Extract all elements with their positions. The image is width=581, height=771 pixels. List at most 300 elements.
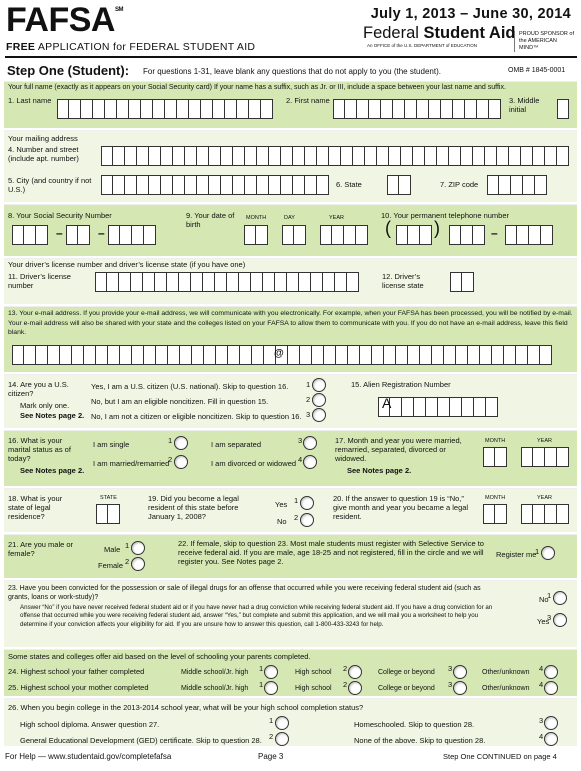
ssn-part2-input[interactable] [66,225,90,245]
char-box[interactable] [317,175,329,195]
char-box[interactable] [396,345,408,365]
char-box[interactable] [95,272,107,292]
q23-num1: 1 [547,591,552,600]
char-box[interactable] [227,272,239,292]
char-box[interactable] [12,225,24,245]
char-box[interactable] [228,345,240,365]
char-box[interactable] [144,225,156,245]
q22-text: 22. If female, skip to question 23. Most male students must register with Selective Service to receive federal aid. If you are male, age 18-25 and not registered, fill in the circle and we will register you. See Notes page 2. [178,539,484,566]
q16-separated: I am separated [211,440,262,449]
char-box[interactable] [191,272,203,292]
char-box[interactable] [390,397,402,417]
q23-num3: 3 [547,613,552,622]
email-at-sign: @ [274,348,284,359]
char-box[interactable] [523,175,535,195]
char-box[interactable] [332,225,344,245]
char-box[interactable] [429,99,441,119]
state-input[interactable] [387,175,411,195]
q25-high-radio[interactable] [348,681,362,695]
char-box[interactable] [161,146,173,166]
char-box[interactable] [450,272,462,292]
char-box[interactable] [540,345,552,365]
q14-num3: 3 [306,410,311,419]
char-box[interactable] [269,146,281,166]
char-box[interactable] [252,345,264,365]
char-box[interactable] [517,225,529,245]
q24-other-radio[interactable] [544,665,558,679]
char-box[interactable] [432,345,444,365]
char-box[interactable] [125,175,137,195]
char-box[interactable] [420,345,432,365]
char-box[interactable] [245,146,257,166]
q14-not-eligible-radio[interactable] [312,408,326,422]
name-heading: Your full name (exactly as it appears on your Social Security card) If your name has a suffix, such as Jr. or III, include a space between your last name and suffix. [8,84,506,91]
char-box[interactable] [117,99,129,119]
char-box[interactable] [399,175,411,195]
residence-state-input[interactable] [96,504,120,524]
char-box[interactable] [179,272,191,292]
char-box[interactable] [369,99,381,119]
char-box[interactable] [143,272,155,292]
char-box[interactable] [203,272,215,292]
char-box[interactable] [256,225,268,245]
char-box[interactable] [480,345,492,365]
char-box[interactable] [294,225,306,245]
char-box[interactable] [101,175,113,195]
char-box[interactable] [216,345,228,365]
char-box[interactable] [521,504,533,524]
char-box[interactable] [420,225,432,245]
char-box[interactable] [173,146,185,166]
char-box[interactable] [96,345,108,365]
q16-single-radio[interactable] [174,436,188,450]
char-box[interactable] [237,99,249,119]
q18-label: 18. What is your state of legal residence? [8,494,63,521]
char-box[interactable] [473,146,485,166]
char-box[interactable] [372,345,384,365]
char-box[interactable] [323,272,335,292]
char-box[interactable] [141,99,153,119]
q25-other-radio[interactable] [544,681,558,695]
q3-label: 3. Middle initial [509,96,540,114]
char-box[interactable] [365,146,377,166]
char-box[interactable] [401,146,413,166]
char-box[interactable] [96,504,108,524]
char-box[interactable] [167,272,179,292]
char-box[interactable] [413,146,425,166]
char-box[interactable] [357,99,369,119]
char-box[interactable] [465,99,477,119]
char-box[interactable] [161,175,173,195]
char-box[interactable] [541,225,553,245]
char-box[interactable] [545,447,557,467]
char-box[interactable] [221,175,233,195]
char-box[interactable] [129,99,141,119]
char-box[interactable] [132,225,144,245]
char-box[interactable] [405,99,417,119]
middle-initial-input[interactable] [557,99,569,119]
marital-month-input[interactable] [483,447,507,467]
char-box[interactable] [287,272,299,292]
q14-citizen-radio[interactable] [312,378,326,392]
char-box[interactable] [557,447,569,467]
char-box[interactable] [257,175,269,195]
char-box[interactable] [233,146,245,166]
char-box[interactable] [125,146,137,166]
char-box[interactable] [341,146,353,166]
char-box[interactable] [495,447,507,467]
char-box[interactable] [317,146,329,166]
alien-number-input[interactable] [378,397,498,417]
q21-female: Female [98,561,124,570]
char-box[interactable] [557,146,569,166]
phone-area-input[interactable] [396,225,432,245]
q25-label: 25. Highest school your mother completed [8,683,149,692]
char-box[interactable] [249,99,261,119]
char-box[interactable] [489,99,501,119]
q21-male-radio[interactable] [131,541,145,555]
char-box[interactable] [456,345,468,365]
char-box[interactable] [261,99,273,119]
q14-opt2: No, but I am an eligible noncitizen. Fill in question 15. [91,397,269,406]
char-box[interactable] [155,272,167,292]
street-input[interactable] [101,146,569,166]
char-box[interactable] [377,146,389,166]
license-number-input[interactable] [95,272,359,292]
char-box[interactable] [113,146,125,166]
char-box[interactable] [521,447,533,467]
char-box[interactable] [108,225,120,245]
char-box[interactable] [486,397,498,417]
char-box[interactable] [197,175,209,195]
q21-female-radio[interactable] [131,557,145,571]
char-box[interactable] [12,345,24,365]
char-box[interactable] [344,225,356,245]
char-box[interactable] [499,175,511,195]
q26-home: Homeschooled. Skip to question 28. [354,720,475,729]
q24-high: High school [295,669,332,676]
char-box[interactable] [275,272,287,292]
char-box[interactable] [387,175,399,195]
char-box[interactable] [281,146,293,166]
char-box[interactable] [299,272,311,292]
q25-num1: 1 [259,680,264,689]
char-box[interactable] [353,146,365,166]
char-box[interactable] [263,272,275,292]
char-box[interactable] [449,146,461,166]
char-box[interactable] [347,272,359,292]
char-box[interactable] [251,272,263,292]
last-name-input[interactable] [57,99,273,119]
char-box[interactable] [153,99,165,119]
char-box[interactable] [453,99,465,119]
char-box[interactable] [461,225,473,245]
char-box[interactable] [495,504,507,524]
char-box[interactable] [449,225,461,245]
char-box[interactable] [131,272,143,292]
q23-no-radio[interactable] [553,591,567,605]
char-box[interactable] [119,272,131,292]
char-box[interactable] [244,225,256,245]
char-box[interactable] [209,175,221,195]
char-box[interactable] [156,345,168,365]
char-box[interactable] [396,225,408,245]
char-box[interactable] [529,225,541,245]
char-box[interactable] [329,146,341,166]
q19-yes: Yes [275,500,288,509]
q22-register-radio[interactable] [541,546,555,560]
license-heading: Your driver’s license number and driver’s license state (if you have one) [8,260,246,269]
char-box[interactable] [185,146,197,166]
char-box[interactable] [72,345,84,365]
char-box[interactable] [345,99,357,119]
char-box[interactable] [312,345,324,365]
char-box[interactable] [84,345,96,365]
char-box[interactable] [535,175,547,195]
char-box[interactable] [192,345,204,365]
q20-year-label: YEAR [537,495,552,501]
char-box[interactable] [487,175,499,195]
char-box[interactable] [177,99,189,119]
char-box[interactable] [444,345,456,365]
q26-ged-radio[interactable] [275,732,289,746]
q22-register: Register me [496,550,537,559]
dob-day-input[interactable] [282,225,306,245]
char-box[interactable] [497,146,509,166]
char-box[interactable] [293,175,305,195]
char-box[interactable] [509,146,521,166]
q23-yes: Yes [537,617,550,626]
char-box[interactable] [69,99,81,119]
char-box[interactable] [120,225,132,245]
char-box[interactable] [282,225,294,245]
first-name-input[interactable] [333,99,501,119]
char-box[interactable] [105,99,117,119]
char-box[interactable] [504,345,516,365]
char-box[interactable] [240,345,252,365]
char-box[interactable] [335,272,347,292]
char-box[interactable] [533,447,545,467]
ssn-part3-input[interactable] [108,225,156,245]
dash: – [98,226,105,240]
char-box[interactable] [356,225,368,245]
char-box[interactable] [189,99,201,119]
char-box[interactable] [485,146,497,166]
char-box[interactable] [417,99,429,119]
q26-num1: 1 [269,716,274,725]
char-box[interactable] [511,175,523,195]
q24-high-radio[interactable] [348,665,362,679]
char-box[interactable] [57,99,69,119]
marital-year-input[interactable] [521,447,569,467]
residence-year-input[interactable] [521,504,569,524]
char-box[interactable] [197,146,209,166]
char-box[interactable] [384,345,396,365]
q16-separated-radio[interactable] [303,436,317,450]
q25-middle-radio[interactable] [264,681,278,695]
char-box[interactable] [426,397,438,417]
char-box[interactable] [483,504,495,524]
char-box[interactable] [441,99,453,119]
char-box[interactable] [528,345,540,365]
q26-diploma-radio[interactable] [275,716,289,730]
char-box[interactable] [239,272,251,292]
char-box[interactable] [545,146,557,166]
char-box[interactable] [137,175,149,195]
char-box[interactable] [201,99,213,119]
q25-college-radio[interactable] [453,681,467,695]
char-box[interactable] [533,146,545,166]
char-box[interactable] [473,225,485,245]
char-box[interactable] [257,146,269,166]
char-box[interactable] [204,345,216,365]
char-box[interactable] [144,345,156,365]
phone-prefix-input[interactable] [449,225,485,245]
q24-college-radio[interactable] [453,665,467,679]
ssn-part1-input[interactable] [12,225,48,245]
q26-homeschooled-radio[interactable] [544,716,558,730]
city-input[interactable] [101,175,329,195]
q20-label: 20. If the answer to question 19 is “No,” give month and year you became a legal resident. [333,494,469,521]
char-box[interactable] [165,99,177,119]
char-box[interactable] [288,345,300,365]
char-box[interactable] [408,225,420,245]
q19-no-radio[interactable] [300,513,314,527]
char-box[interactable] [477,99,489,119]
char-box[interactable] [108,504,120,524]
char-box[interactable] [402,397,414,417]
char-box[interactable] [132,345,144,365]
char-box[interactable] [462,272,474,292]
char-box[interactable] [209,146,221,166]
char-box[interactable] [516,345,528,365]
char-box[interactable] [149,146,161,166]
dob-month-input[interactable] [244,225,268,245]
char-box[interactable] [408,345,420,365]
q21-male: Male [104,545,121,554]
char-box[interactable] [180,345,192,365]
char-box[interactable] [269,175,281,195]
char-box[interactable] [437,146,449,166]
q16-single: I am single [93,440,130,449]
char-box[interactable] [213,99,225,119]
q16-married-radio[interactable] [174,455,188,469]
char-box[interactable] [450,397,462,417]
char-box[interactable] [324,345,336,365]
phone-line-input[interactable] [505,225,553,245]
residence-month-input[interactable] [483,504,507,524]
char-box[interactable] [281,175,293,195]
char-box[interactable] [120,345,132,365]
char-box[interactable] [81,99,93,119]
char-box[interactable] [108,345,120,365]
q14-opt1: Yes, I am a U.S. citizen (U.S. national). Skip to question 16. [91,382,289,391]
q18-state-label: STATE [100,495,117,501]
q14-eligible-radio[interactable] [312,393,326,407]
char-box[interactable] [521,146,533,166]
char-box[interactable] [300,345,312,365]
char-box[interactable] [389,146,401,166]
char-box[interactable] [425,146,437,166]
char-box[interactable] [438,397,450,417]
char-box[interactable] [468,345,480,365]
char-box[interactable] [360,345,372,365]
char-box[interactable] [483,447,495,467]
char-box[interactable] [113,175,125,195]
dob-year-input[interactable] [320,225,368,245]
q15-label: 15. Alien Registration Number [351,380,451,389]
char-box[interactable] [233,175,245,195]
char-box[interactable] [414,397,426,417]
q16-num1: 1 [168,436,173,445]
q17-year-label: YEAR [537,438,552,444]
q7-label: 7. ZIP code [440,180,479,189]
char-box[interactable] [348,345,360,365]
zip-input[interactable] [487,175,547,195]
char-box[interactable] [66,225,78,245]
char-box[interactable] [60,345,72,365]
char-box[interactable] [557,99,569,119]
q21-label: 21. Are you male or female? [8,540,74,558]
char-box[interactable] [293,146,305,166]
char-box[interactable] [474,397,486,417]
char-box[interactable] [185,175,197,195]
q19-yes-radio[interactable] [300,496,314,510]
help-footer: For Help — www.studentaid.gov/completefafsa [5,752,172,761]
q21-num1: 1 [125,541,130,550]
char-box[interactable] [168,345,180,365]
char-box[interactable] [78,225,90,245]
char-box[interactable] [36,225,48,245]
char-box[interactable] [545,504,557,524]
char-box[interactable] [137,146,149,166]
char-box[interactable] [173,175,185,195]
q23-yes-radio[interactable] [553,613,567,627]
char-box[interactable] [24,345,36,365]
char-box[interactable] [557,504,569,524]
char-box[interactable] [320,225,332,245]
char-box[interactable] [492,345,504,365]
char-box[interactable] [533,504,545,524]
char-box[interactable] [215,272,227,292]
char-box[interactable] [245,175,257,195]
q16-divorced-radio[interactable] [303,455,317,469]
char-box[interactable] [381,99,393,119]
char-box[interactable] [305,146,317,166]
char-box[interactable] [461,146,473,166]
char-box[interactable] [221,146,233,166]
char-box[interactable] [505,225,517,245]
char-box[interactable] [311,272,323,292]
char-box[interactable] [462,397,474,417]
q24-middle-radio[interactable] [264,665,278,679]
char-box[interactable] [149,175,161,195]
char-box[interactable] [333,99,345,119]
char-box[interactable] [336,345,348,365]
char-box[interactable] [36,345,48,365]
char-box[interactable] [393,99,405,119]
q26-none-radio[interactable] [544,732,558,746]
char-box[interactable] [225,99,237,119]
char-box[interactable] [93,99,105,119]
license-state-input[interactable] [450,272,474,292]
char-box[interactable] [305,175,317,195]
char-box[interactable] [24,225,36,245]
char-box[interactable] [48,345,60,365]
char-box[interactable] [107,272,119,292]
char-box[interactable] [101,146,113,166]
q2-label: 2. First name [286,96,330,105]
